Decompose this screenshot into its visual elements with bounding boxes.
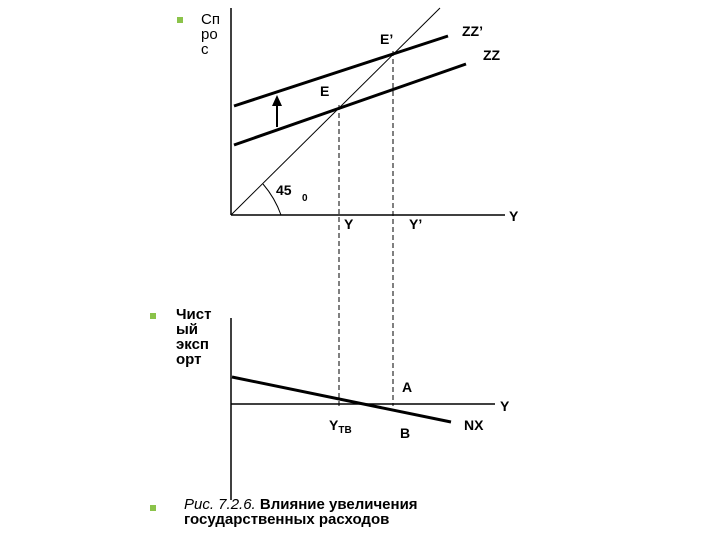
top-y-label-line: ро — [201, 26, 218, 43]
label-zz: ZZ — [483, 47, 501, 63]
bullet-middle — [150, 313, 156, 319]
bullet-top — [177, 17, 183, 23]
bottom-y-label — [176, 307, 211, 367]
label-ytb-sub: ТВ — [338, 425, 352, 436]
top-y-label — [201, 12, 220, 57]
bottom-y-label-line: эксп — [176, 336, 209, 353]
label-top-x-axis: Y — [509, 208, 519, 224]
label-point-a: A — [402, 379, 413, 395]
bottom-y-label-line: Чист — [176, 306, 212, 323]
bottom-y-label-line: ый — [176, 321, 199, 338]
line-nx — [232, 377, 451, 422]
label-y: Y — [344, 216, 354, 232]
label-zz-prime: ZZ’ — [462, 23, 483, 39]
top-y-label-line: Сп — [201, 11, 220, 28]
caption-text-line1: Влияние увеличения — [259, 496, 418, 513]
top-y-label-line: с — [201, 41, 209, 58]
label-angle-degree: 0 — [302, 193, 308, 204]
line-zz-prime — [234, 36, 448, 106]
caption-text-line2: государственных расходов — [184, 511, 390, 528]
figure-caption — [184, 497, 418, 527]
label-point-e: E — [320, 83, 330, 99]
label-point-b: B — [400, 425, 411, 441]
caption-figure-number: Рис. 7.2.6. — [184, 496, 256, 513]
bottom-y-label-line: орт — [176, 351, 202, 368]
label-point-e-prime: E’ — [380, 31, 394, 47]
label-angle: 45 — [276, 182, 292, 198]
bullet-bottom — [150, 505, 156, 511]
shift-arrow-head — [272, 95, 282, 106]
label-y-prime: Y’ — [409, 216, 423, 232]
label-bottom-x-axis: Y — [500, 398, 510, 414]
line-zz — [234, 64, 466, 145]
label-nx: NX — [464, 417, 484, 433]
label-ytb — [329, 417, 352, 436]
line-45-degree — [231, 8, 440, 215]
label-ytb-main: Y — [329, 417, 339, 433]
